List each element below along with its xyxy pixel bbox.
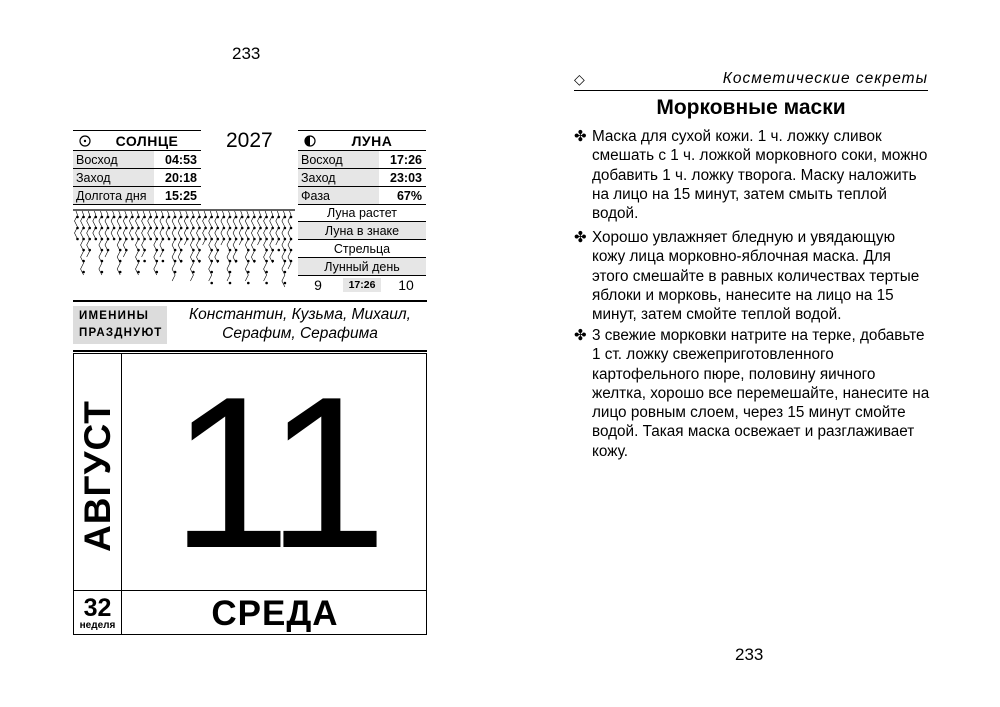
diamond-icon: ◇ — [574, 71, 585, 87]
sunrise-value: 04:53 — [165, 152, 197, 167]
lunar-day-to: 10 — [398, 276, 414, 293]
name-days-label-line2: ПРАЗДНУЮТ — [79, 327, 163, 339]
sun-row-sunset — [73, 169, 201, 187]
name-days-list — [173, 305, 427, 343]
section-header — [574, 70, 928, 91]
week-label: неделя — [79, 620, 116, 631]
name-days-label — [73, 306, 167, 344]
moon-sign-label: Луна в знаке — [298, 222, 426, 240]
sunset-label: Заход — [73, 169, 154, 186]
moon-sign: Стрельца — [298, 240, 426, 258]
page-number-top: 233 — [232, 44, 261, 63]
name-days-label-line1: ИМЕНИНЫ — [79, 310, 150, 322]
moonset-value: 23:03 — [390, 170, 422, 185]
names-line1: Константин, Кузьма, Михаил, — [189, 306, 411, 323]
daylength-value: 15:25 — [165, 188, 197, 203]
sunset-value: 20:18 — [165, 170, 197, 185]
moonrise-value: 17:26 — [390, 152, 422, 167]
week-number: 32 — [83, 594, 112, 622]
year: 2027 — [226, 129, 273, 152]
clover-bullet-icon: ✤ — [574, 128, 587, 145]
name-days — [73, 300, 427, 352]
sun-row-daylength — [73, 187, 201, 205]
lunar-day-row — [298, 276, 426, 293]
calendar-date-box — [73, 353, 427, 635]
weekday: СРЕДА — [211, 594, 339, 633]
sun-title: СОЛНЦЕ — [115, 132, 179, 149]
daylength-label: Долгота дня — [73, 187, 154, 204]
moon-row-phase — [298, 187, 426, 205]
article-heading: Морковные маски — [656, 96, 846, 119]
moon-state: Луна растет — [298, 204, 426, 222]
sunrise-label: Восход — [73, 151, 154, 168]
garland-ornament — [73, 209, 295, 297]
phase-value: 67% — [396, 188, 422, 203]
sun-row-sunrise — [73, 151, 201, 169]
page-number-bottom: 233 — [735, 645, 764, 664]
paragraph-3-text: 3 свежие морковки натрите на терке, добавьте 1 ст. ложку свежеприготовленного картофельного пюре, половину яичного желтка, хорошо все перемешайте, нанесите на лицо ровным слоем, через 15 минут смойте водой. Такая маска освежает и разглаживает кожу. — [592, 327, 930, 460]
lunar-day-label: Лунный день — [298, 258, 426, 276]
moon-row-rise — [298, 151, 426, 169]
lunar-day-time: 17:26 — [343, 278, 382, 292]
sun-table — [73, 130, 201, 205]
sun-header — [73, 130, 201, 151]
day-number: 11 — [170, 351, 380, 593]
month-name: АВГУСТ — [77, 400, 118, 552]
paragraph-3 — [574, 326, 930, 461]
paragraph-2 — [574, 228, 930, 324]
names-line2: Серафим, Серафима — [222, 325, 378, 342]
moonset-label: Заход — [298, 169, 379, 186]
section-title: Косметические секреты — [722, 70, 928, 87]
sun-icon — [77, 135, 93, 147]
moon-title: ЛУНА — [351, 132, 393, 149]
moonrise-label: Восход — [298, 151, 379, 168]
moon-phase-icon — [302, 135, 318, 147]
phase-label: Фаза — [298, 187, 379, 204]
moon-table — [298, 130, 426, 205]
lunar-day-from: 9 — [314, 276, 322, 293]
moon-header — [298, 130, 426, 151]
paragraph-1 — [574, 127, 930, 223]
clover-bullet-icon: ✤ — [574, 327, 587, 344]
paragraph-1-text: Маска для сухой кожи. 1 ч. ложку сливок смешать с 1 ч. ложкой морковного соки, можно добавить 1 ч. ложку творога. Маску наложить на лицо на 15 минут, затем смыть теплой водой. — [592, 128, 928, 223]
moon-row-set — [298, 169, 426, 187]
paragraph-2-text: Хорошо увлажняет бледную и увядающую кожу лица морковно-яблочная маска. Для этого смешайте в равных количествах тертые яблоки и морковь, нанесите на лицо на 15 минут, затем смойте теплой водой. — [592, 229, 920, 324]
clover-bullet-icon: ✤ — [574, 229, 587, 246]
